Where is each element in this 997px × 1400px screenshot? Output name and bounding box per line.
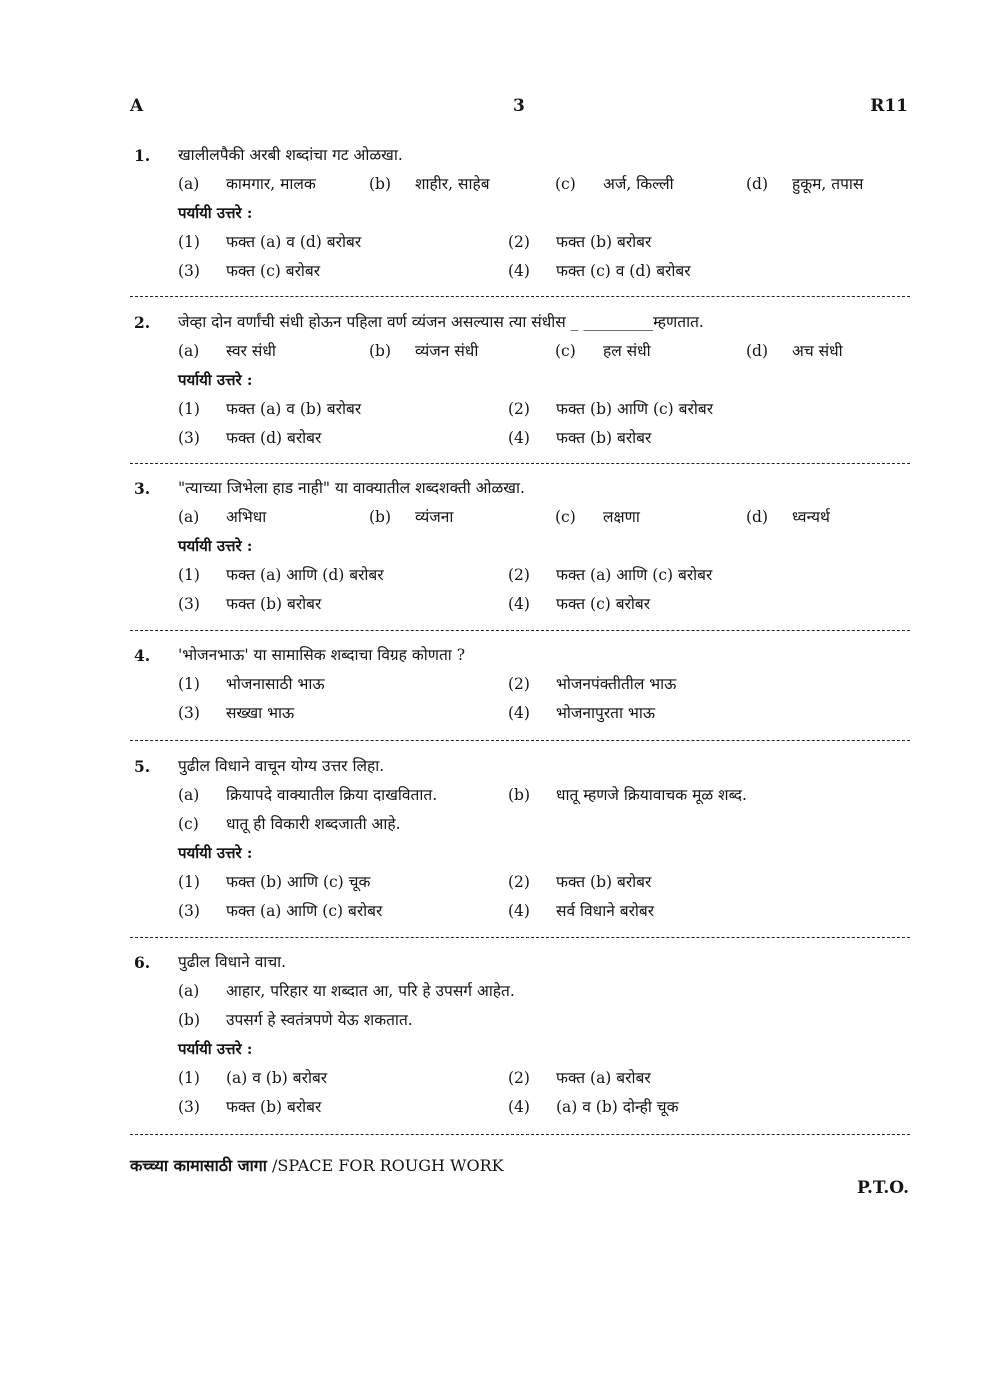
- option-tag: (d): [746, 342, 769, 360]
- statement-a: आहार, परिहार या शब्दात आ, परि हे उपसर्ग आहेत.: [226, 982, 515, 1000]
- page-number: 3: [513, 96, 525, 116]
- rough-work-label: [130, 1154, 504, 1176]
- option-tag: (b): [369, 508, 392, 526]
- answer-3: फक्त (a) आणि (c) बरोबर: [226, 902, 383, 920]
- statements-row: [130, 810, 910, 839]
- answer-3: फक्त (d) बरोबर: [226, 429, 322, 447]
- answer-1: फक्त (a) व (d) बरोबर: [226, 233, 362, 251]
- option-d: अच संधी: [792, 342, 843, 360]
- answer-4: फक्त (c) व (d) बरोबर: [556, 262, 691, 280]
- question-number: 3.: [134, 479, 151, 498]
- option-tag: (c): [555, 508, 576, 526]
- answer-2: फक्त (b) बरोबर: [556, 873, 652, 891]
- option-d: ध्वन्यर्थ: [792, 508, 830, 526]
- option-a: कामगार, मालक: [226, 175, 316, 193]
- question-number: 1.: [134, 146, 151, 165]
- answer-tag: (3): [178, 704, 200, 722]
- answer-1: फक्त (a) आणि (d) बरोबर: [226, 566, 384, 584]
- answers-row: [130, 897, 910, 926]
- option-a: स्वर संधी: [226, 342, 276, 360]
- answers-row: [130, 1093, 910, 1122]
- answer-tag: (1): [178, 873, 200, 891]
- statement-tag: (b): [508, 786, 531, 804]
- answer-tag: (2): [508, 1069, 530, 1087]
- option-b: व्यंजना: [415, 508, 454, 526]
- divider: [130, 296, 910, 297]
- options-row: [130, 170, 910, 199]
- answers-row: [130, 424, 910, 453]
- answer-4: फक्त (b) बरोबर: [556, 429, 652, 447]
- answer-tag: (3): [178, 1098, 200, 1116]
- option-tag: (b): [369, 342, 392, 360]
- answer-heading: पर्यायी उत्तरे :: [178, 537, 253, 555]
- answer-4: सर्व विधाने बरोबर: [556, 902, 655, 920]
- question-number: 4.: [134, 646, 151, 665]
- option-tag: (c): [555, 342, 576, 360]
- answer-tag: (2): [508, 873, 530, 891]
- option-tag: (b): [369, 175, 392, 193]
- answer-4: फक्त (c) बरोबर: [556, 595, 651, 613]
- answer-3: फक्त (c) बरोबर: [226, 262, 321, 280]
- answer-1: फक्त (a) व (b) बरोबर: [226, 400, 362, 418]
- answer-2: भोजनपंक्तीतील भाऊ: [556, 675, 677, 693]
- question-number: 5.: [134, 757, 151, 776]
- answer-1: (a) व (b) बरोबर: [226, 1069, 328, 1087]
- answers-row: [130, 590, 910, 619]
- answers-row: [130, 228, 910, 257]
- answer-tag: (3): [178, 262, 200, 280]
- question-6: [130, 948, 910, 1122]
- answer-1: फक्त (b) आणि (c) चूक: [226, 873, 371, 891]
- answer-3: फक्त (b) बरोबर: [226, 595, 322, 613]
- answers-row: [130, 395, 910, 424]
- divider: [130, 463, 910, 464]
- answers-row: [130, 257, 910, 286]
- statement-tag: (b): [178, 1011, 201, 1029]
- answers-row: [130, 1064, 910, 1093]
- options-row: [130, 503, 910, 532]
- option-c: अर्ज, किल्ली: [603, 175, 674, 193]
- option-a: अभिधा: [226, 508, 267, 526]
- question-text: 'भोजनभाऊ' या सामासिक शब्दाचा विग्रह कोणता ?: [178, 646, 466, 664]
- answer-tag: (4): [508, 262, 530, 280]
- option-tag: (d): [746, 175, 769, 193]
- option-b: शाहीर, साहेब: [415, 175, 490, 193]
- statement-tag: (c): [178, 815, 199, 833]
- answer-tag: (1): [178, 566, 200, 584]
- answer-heading: पर्यायी उत्तरे :: [178, 844, 253, 862]
- answer-tag: (3): [178, 595, 200, 613]
- answer-tag: (4): [508, 429, 530, 447]
- divider: [130, 630, 910, 631]
- question-number: 6.: [134, 953, 151, 972]
- rough-work-marathi: कच्च्या कामासाठी जागा: [130, 1156, 267, 1175]
- answer-tag: (3): [178, 902, 200, 920]
- statement-c: धातू ही विकारी शब्दजाती आहे.: [226, 815, 401, 833]
- answer-heading: पर्यायी उत्तरे :: [178, 371, 253, 389]
- answer-tag: (2): [508, 400, 530, 418]
- question-text: पुढील विधाने वाचून योग्य उत्तर लिहा.: [178, 757, 385, 775]
- answer-3: फक्त (b) बरोबर: [226, 1098, 322, 1116]
- question-text: जेव्हा दोन वर्णांची संधी होऊन पहिला वर्ण व्यंजन असल्यास त्या संधीस _ _________म्हणतात.: [178, 313, 704, 331]
- option-b: व्यंजन संधी: [415, 342, 479, 360]
- divider: [130, 740, 910, 741]
- answer-4: (a) व (b) दोन्ही चूक: [556, 1098, 679, 1116]
- option-tag: (a): [178, 342, 200, 360]
- question-text: "त्याच्या जिभेला हाड नाही" या वाक्यातील शब्दशक्ती ओळखा.: [178, 479, 525, 497]
- page-header: [130, 96, 908, 120]
- answer-2: फक्त (b) बरोबर: [556, 233, 652, 251]
- answer-tag: (2): [508, 675, 530, 693]
- statement-b: उपसर्ग हे स्वतंत्रपणे येऊ शकतात.: [226, 1011, 413, 1029]
- divider: [130, 1134, 910, 1135]
- paper-code: R11: [870, 96, 908, 116]
- answer-3: सख्खा भाऊ: [226, 704, 295, 722]
- answer-tag: (4): [508, 595, 530, 613]
- option-tag: (d): [746, 508, 769, 526]
- divider: [130, 937, 910, 938]
- answer-tag: (3): [178, 429, 200, 447]
- answer-1: भोजनासाठी भाऊ: [226, 675, 325, 693]
- answer-tag: (1): [178, 233, 200, 251]
- answer-tag: (4): [508, 1098, 530, 1116]
- answers-row: [130, 561, 910, 590]
- answer-2: फक्त (a) बरोबर: [556, 1069, 651, 1087]
- option-c: हल संधी: [603, 342, 651, 360]
- option-tag: (c): [555, 175, 576, 193]
- answer-tag: (2): [508, 233, 530, 251]
- answers-row: [130, 868, 910, 897]
- answer-tag: (1): [178, 400, 200, 418]
- answer-heading: पर्यायी उत्तरे :: [178, 204, 253, 222]
- question-2: [130, 308, 910, 453]
- question-3: [130, 474, 910, 619]
- option-tag: (a): [178, 175, 200, 193]
- answer-4: भोजनापुरता भाऊ: [556, 704, 656, 722]
- answers-row: [130, 670, 910, 699]
- answer-tag: (4): [508, 704, 530, 722]
- question-number: 2.: [134, 313, 151, 332]
- statements-row: [130, 1006, 910, 1035]
- question-1: [130, 141, 910, 286]
- statements-row: [130, 977, 910, 1006]
- question-4: [130, 641, 910, 728]
- options-row: [130, 337, 910, 366]
- statement-b: धातू म्हणजे क्रियावाचक मूळ शब्द.: [556, 786, 747, 804]
- statement-a: क्रियापदे वाक्यातील क्रिया दाखवितात.: [226, 786, 438, 804]
- option-tag: (a): [178, 508, 200, 526]
- rough-work-english: /SPACE FOR ROUGH WORK: [266, 1156, 504, 1175]
- question-5: [130, 752, 910, 926]
- answer-tag: (4): [508, 902, 530, 920]
- answer-tag: (1): [178, 1069, 200, 1087]
- statement-tag: (a): [178, 786, 200, 804]
- answer-2: फक्त (b) आणि (c) बरोबर: [556, 400, 714, 418]
- set-label: A: [130, 96, 144, 116]
- answer-tag: (1): [178, 675, 200, 693]
- statement-tag: (a): [178, 982, 200, 1000]
- option-d: हुकूम, तपास: [792, 175, 864, 193]
- option-c: लक्षणा: [603, 508, 640, 526]
- answer-tag: (2): [508, 566, 530, 584]
- question-text: खालीलपैकी अरबी शब्दांचा गट ओळखा.: [178, 146, 403, 164]
- answer-heading: पर्यायी उत्तरे :: [178, 1040, 253, 1058]
- pto-label: P.T.O.: [857, 1178, 909, 1198]
- answer-2: फक्त (a) आणि (c) बरोबर: [556, 566, 713, 584]
- question-text: पुढील विधाने वाचा.: [178, 953, 287, 971]
- statements-row: [130, 781, 910, 810]
- answers-row: [130, 699, 910, 728]
